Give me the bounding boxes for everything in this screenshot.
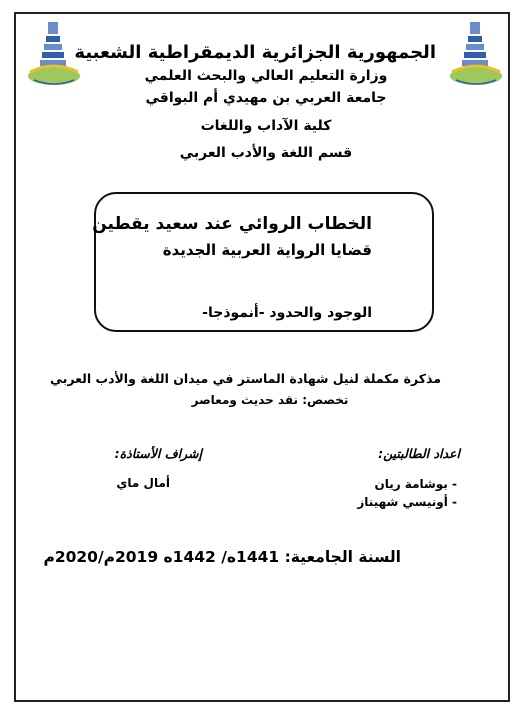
thesis-title-box <box>94 192 434 332</box>
students-heading: اعداد الطالبتين: <box>378 446 460 461</box>
department-name: قسم اللغة والأدب العربي <box>179 145 353 161</box>
faculty-name: كلية الآداب واللغات <box>200 118 332 134</box>
supervisor-name: أمال ماي <box>116 476 170 490</box>
republic-name: الجمهورية الجزائرية الديمقراطية الشعبية <box>74 42 436 63</box>
university-name: جامعة العربي بن مهيدي أم البواقي <box>145 90 387 106</box>
academic-year: السنة الجامعية: 1441ه/ 1442ه 2019م/2020م <box>43 548 401 566</box>
thesis-model: الوجود والحدود -أنموذجا- <box>202 305 372 321</box>
thesis-title: الخطاب الروائي عند سعيد يقطين <box>92 214 372 234</box>
memo-description: مذكرة مكملة لنيل شهادة الماستر في ميدان اللغة والأدب العربي <box>50 371 441 386</box>
page-border <box>14 12 510 702</box>
thesis-subtitle: قضايا الرواية العربية الجديدة <box>162 241 372 259</box>
student-name: - أونيسي شهيناز <box>357 495 457 509</box>
student-name: - بوشامة ريان <box>374 477 457 491</box>
supervisor-heading: إشراف الأستاذة: <box>114 446 202 461</box>
university-logo-icon <box>446 20 506 90</box>
ministry-name: وزارة التعليم العالي والبحث العلمي <box>144 68 388 84</box>
specialty: تخصص: نقد حديث ومعاصر <box>191 393 349 407</box>
